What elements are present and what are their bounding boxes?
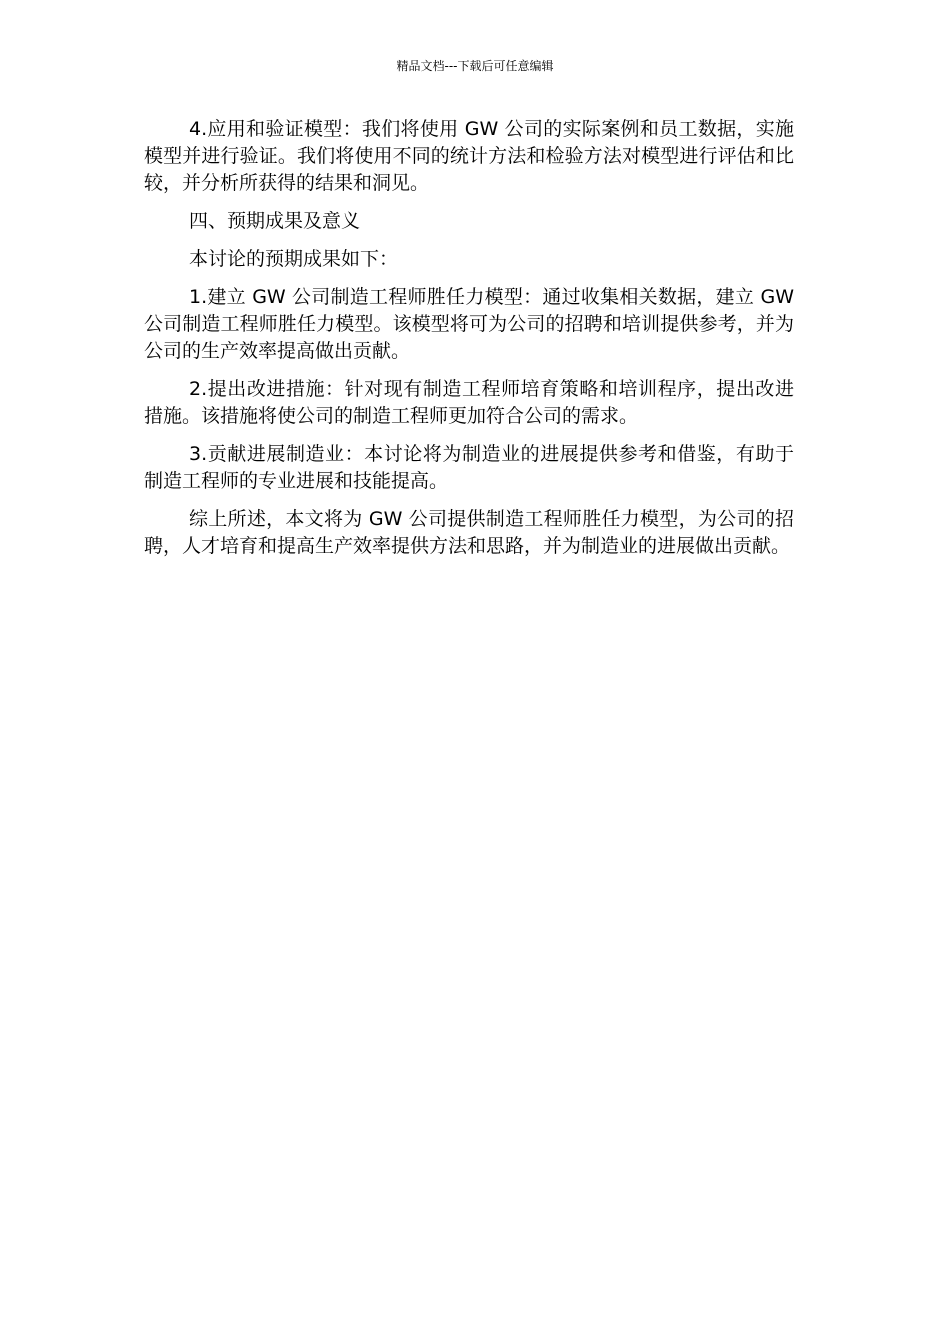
section-heading-expected-results: 四、预期成果及意义 (189, 210, 361, 232)
document-body (144, 116, 794, 571)
page-header: 精品文档---下载后可任意编辑 (396, 59, 554, 73)
paragraph-result-3: 3.贡献进展制造业：本讨论将为制造业的进展提供参考和借鉴，有助于制造工程师的专业进展和技能提高。 (144, 443, 794, 492)
paragraph-conclusion: 综上所述，本文将为 GW 公司提供制造工程师胜任力模型，为公司的招聘，人才培育和提高生产效率提供方法和思路，并为制造业的进展做出贡献。 (144, 508, 794, 557)
paragraph-result-2: 2.提出改进措施：针对现有制造工程师培育策略和培训程序，提出改进措施。该措施将使公司的制造工程师更加符合公司的需求。 (144, 378, 794, 427)
paragraph-apply-validate-model: 4.应用和验证模型：我们将使用 GW 公司的实际案例和员工数据，实施模型并进行验证。我们将使用不同的统计方法和检验方法对模型进行评估和比较，并分析所获得的结果和洞见。 (144, 118, 794, 194)
paragraph-result-1: 1.建立 GW 公司制造工程师胜任力模型：通过收集相关数据，建立 GW 公司制造工程师胜任力模型。该模型将可为公司的招聘和培训提供参考，并为公司的生产效率提高做出贡献。 (144, 286, 794, 362)
paragraph-expected-results-intro: 本讨论的预期成果如下： (189, 248, 399, 270)
